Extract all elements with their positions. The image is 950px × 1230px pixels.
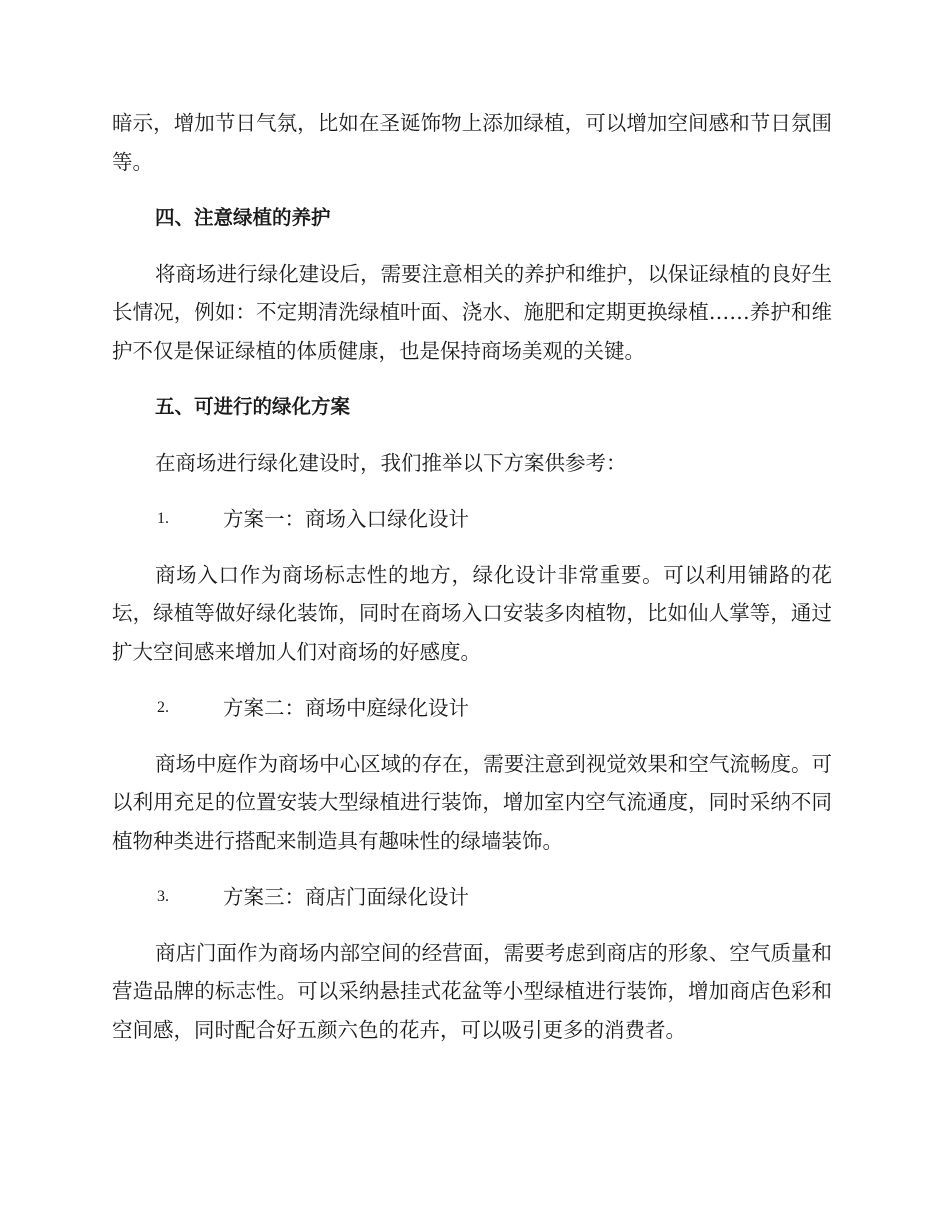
paragraph-plans-intro: 在商场进行绿化建设时，我们推举以下方案供参考： bbox=[155, 450, 627, 475]
list-item-plan-1 bbox=[112, 500, 832, 539]
section-heading-4: 四、注意绿植的养护 bbox=[155, 205, 331, 229]
paragraph-plan-1: 商场入口作为商场标志性的地方，绿化设计非常重要。可以利用铺路的花坛，绿植等做好绿化装饰，同时在商场入口安装多肉植物，比如仙人掌等，通过扩大空间感来增加人们对商场的好感度。 bbox=[112, 562, 832, 664]
list-item-title: 方案二：商场中庭绿化设计 bbox=[223, 695, 469, 720]
list-item-plan-2 bbox=[112, 689, 832, 728]
document-page bbox=[112, 104, 832, 1049]
section-heading-5: 五、可进行的绿化方案 bbox=[155, 394, 351, 418]
paragraph-plan-3: 商店门面作为商场内部空间的经营面，需要考虑到商店的形象、空气质量和营造品牌的标志性。可以采纳悬挂式花盆等小型绿植进行装饰，增加商店色彩和空间感，同时配合好五颜六色的花卉，可以吸引更多的消费者。 bbox=[112, 940, 832, 1042]
list-number: 1. bbox=[157, 509, 169, 527]
list-number: 3. bbox=[157, 887, 169, 905]
paragraph-intro: 暗示，增加节日气氛，比如在圣诞饰物上添加绿植，可以增加空间感和节日氛围等。 bbox=[112, 111, 832, 174]
paragraph-plan-2: 商场中庭作为商场中心区域的存在，需要注意到视觉效果和空气流畅度。可以利用充足的位置安装大型绿植进行装饰，增加室内空气流通度，同时采纳不同植物种类进行搭配来制造具有趣味性的绿墙装饰。 bbox=[112, 751, 832, 853]
paragraph-maintenance: 将商场进行绿化建设后，需要注意相关的养护和维护，以保证绿植的良好生长情况，例如：不定期清洗绿植叶面、浇水、施肥和定期更换绿植……养护和维护不仅是保证绿植的体质健康，也是保持商场美观的关键。 bbox=[112, 261, 832, 363]
list-number: 2. bbox=[157, 698, 169, 716]
list-item-title: 方案一：商场入口绿化设计 bbox=[223, 506, 469, 531]
list-item-title: 方案三：商店门面绿化设计 bbox=[223, 884, 469, 909]
list-item-plan-3 bbox=[112, 878, 832, 917]
